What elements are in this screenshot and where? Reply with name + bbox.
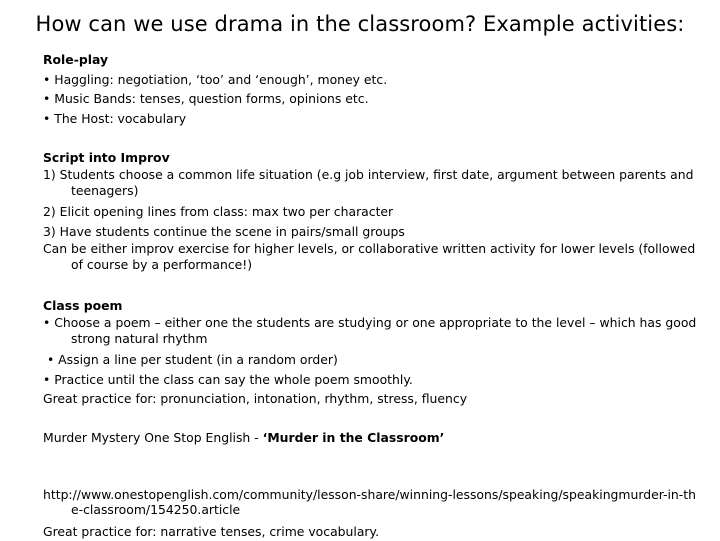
poem-item-choose: • Choose a poem – either one the students are studying or one appropriate to the level – which has good strong natural rhythm [43,315,703,350]
slide-title: How can we use drama in the classroom? Example activities: [0,12,720,36]
roleplay-item-music-bands: • Music Bands: tenses, question forms, opinions etc. [43,89,703,109]
poem-practice-note: Great practice for: pronunciation, intonation, rhythm, stress, fluency [43,389,703,409]
mystery-title: ‘Murder in the Classroom’ [263,430,445,445]
mystery-url[interactable]: http://www.onestopenglish.com/community/lesson-share/winning-lessons/speaking/speakingmurder-in-the-classroom/154250.article [43,487,703,522]
roleplay-item-host: • The Host: vocabulary [43,109,703,129]
script-step-1: 1) Students choose a common life situation (e.g job interview, first date, argument between parents and teenagers) [43,167,703,202]
script-heading: Script into Improv [43,148,703,168]
roleplay-heading: Role-play [43,50,703,70]
roleplay-item-haggling: • Haggling: negotiation, ‘too’ and ‘enough’, money etc. [43,70,703,90]
script-step-3: 3) Have students continue the scene in pairs/small groups [43,222,703,242]
poem-item-practice: • Practice until the class can say the whole poem smoothly. [43,370,703,390]
slide-body [43,50,703,541]
script-step-2: 2) Elicit opening lines from class: max two per character [43,202,703,222]
script-note: Can be either improv exercise for higher levels, or collaborative written activity for lower levels (followed of course by a performance!) [43,241,703,276]
poem-heading: Class poem [43,296,703,316]
mystery-practice-note: Great practice for: narrative tenses, crime vocabulary. [43,522,703,541]
mystery-source: Murder Mystery One Stop English - ‘Murder in the Classroom’ [43,428,703,448]
poem-item-assign: • Assign a line per student (in a random order) [43,350,703,370]
